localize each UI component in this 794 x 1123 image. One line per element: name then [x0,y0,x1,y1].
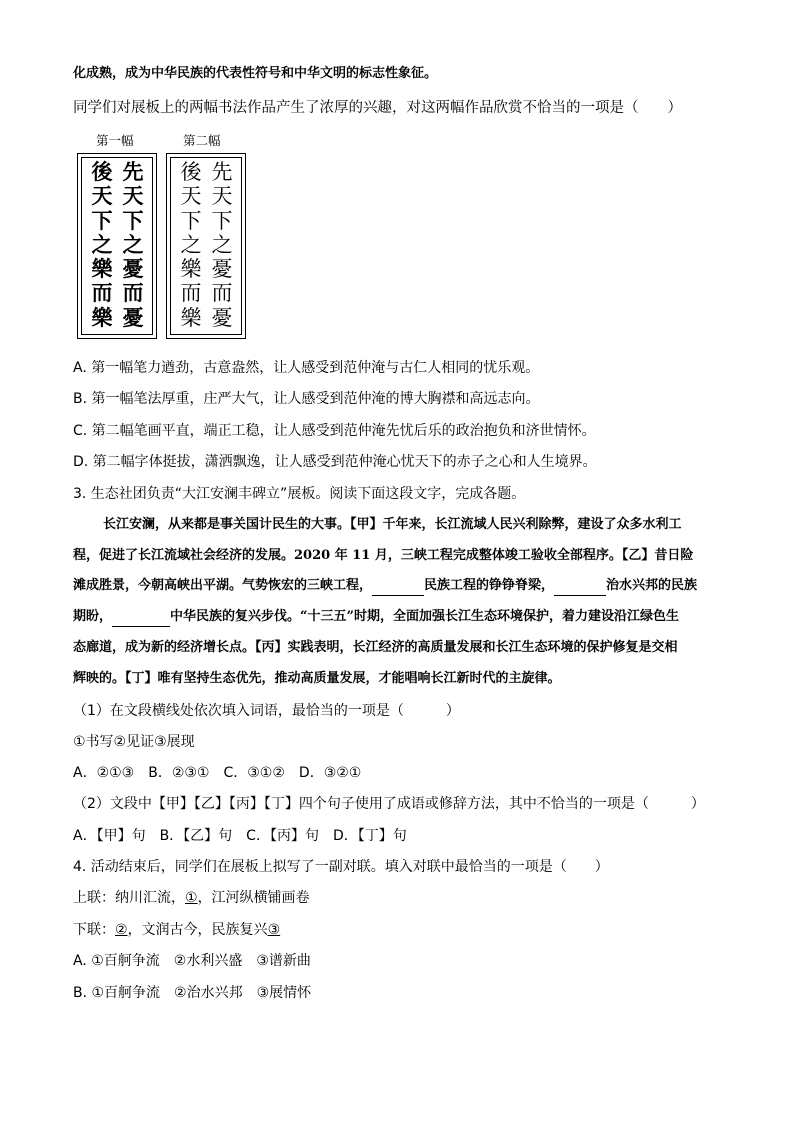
passage-line: 程，促进了长江流域社会经济的发展。2020 年 11 月，三峡工程完成整体竣工验收全部程序。【乙】昔日险 [73,548,694,563]
passage-line: 态廊道，成为新的经济增长点。【丙】实践表明，长江经济的高质量发展和长江生态环境的保护修复是交相 [73,640,678,655]
glyph: 樂 [180,305,202,330]
couplet-text: ，江河纵横铺画卷 [197,890,310,906]
q2-option-b: B. 第一幅笔法厚重，庄严大气，让人感受到范仲淹的博大胸襟和高远志向。 [73,391,540,407]
passage-line [73,607,679,627]
passage-text: 民族工程的铮铮脊梁， [424,578,555,593]
intro-line: 化成熟，成为中华民族的代表性符号和中华文明的标志性象征。 [73,66,438,81]
glyph: 天 [211,184,233,209]
q3-sub1-options: A．②①③ B．②③① C．③①② D．③②① [73,765,362,781]
passage-line: 辉映的。【丁】唯有坚持生态优先，推动高质量发展，才能唱响长江新时代的主旋律。 [73,671,561,686]
q2-option-d: D. 第二幅字体挺拔，潇洒飘逸，让人感受到范仲淹心忧天下的赤子之心和人生境界。 [73,454,597,470]
blank-2 [554,580,606,596]
calligraphy-column-left [176,160,206,330]
couplet-lower [73,920,280,940]
q3-sub1-words: ①书写②见证③展现 [73,734,195,750]
q2-option-a: A. 第一幅笔力遒劲，古意盎然，让人感受到范仲淹与古仁人相同的忧乐观。 [73,360,540,376]
calligraphy-column-right [207,160,237,330]
glyph: 樂 [91,304,113,330]
glyph: 天 [180,184,202,209]
glyph: 而 [91,280,113,306]
couplet-upper [73,888,310,908]
glyph: 而 [122,280,144,306]
glyph: 天 [91,183,113,209]
glyph: 後 [180,160,202,184]
glyph: 下 [211,208,233,233]
glyph: 之 [91,231,113,257]
calligraphy-caption-2: 第二幅 [183,133,221,148]
glyph: 憂 [211,305,233,330]
glyph: 憂 [122,304,144,330]
calligraphy-work-2 [166,153,246,339]
passage-text: 中华民族的复兴步伐。“十三五”时期，全面加强长江生态环境保护，着力建设沿江绿色生 [170,609,679,624]
glyph: 之 [122,231,144,257]
couplet-text: ，文润古今，民族复兴 [127,922,268,938]
glyph: 樂 [180,257,202,282]
blank-3 [112,611,170,627]
calligraphy-work-1 [77,153,157,339]
q4-option-a: A. ①百舸争流 ②水利兴盛 ③谱新曲 [73,953,311,969]
glyph: 下 [180,208,202,233]
q3-sub1-prompt: （1）在文段横线处依次填入词语，最恰当的一项是（ ） [73,703,460,719]
passage-line [73,576,697,596]
passage-text: 治水兴邦的民族 [606,578,698,593]
glyph: 後 [91,159,113,184]
glyph: 下 [91,207,113,233]
glyph: 先 [122,159,144,184]
q4-option-b: B. ①百舸争流 ②治水兴邦 ③展情怀 [73,985,312,1001]
glyph: 下 [122,207,144,233]
glyph: 而 [180,281,202,306]
glyph: 之 [211,232,233,257]
couplet-text: 上联：纳川汇流， [73,890,185,906]
passage-text: 滩成胜景，今朝高峡出平湖。气势恢宏的三峡工程， [73,578,373,593]
glyph: 之 [180,232,202,257]
passage-text: 期盼， [73,609,113,624]
question-2-prompt: 同学们对展板上的两幅书法作品产生了浓厚的兴趣，对这两幅作品欣赏不恰当的一项是（ ） [73,100,682,116]
calligraphy-column-right [118,160,148,330]
q2-option-c: C. 第二幅笔画平直，端正工稳，让人感受到范仲淹先忧后乐的政治抱负和济世情怀。 [73,423,596,439]
couplet-text: 下联： [73,922,115,938]
q3-sub2-options: A．【甲】句 B．【乙】句 C．【丙】句 D．【丁】句 [73,828,407,844]
calligraphy-column-left [87,160,117,330]
glyph: 憂 [122,256,144,282]
calligraphy-caption-1: 第一幅 [96,133,134,148]
glyph: 樂 [91,256,113,282]
passage-line: 长江安澜，从来都是事关国计民生的大事。【甲】千年来，长江流域人民兴利除弊，建设了众多水利工 [103,517,682,532]
glyph: 天 [122,183,144,209]
glyph: 先 [211,160,233,184]
q3-sub2-prompt: （2）文段中【甲】【乙】【丙】【丁】四个句子使用了成语或修辞方法，其中不恰当的一项是（ ） [73,796,705,812]
blank-1 [372,580,424,596]
glyph: 憂 [211,257,233,282]
blank-marker-3: ③ [267,922,281,938]
question-4-heading: 4. 活动结束后，同学们在展板上拟写了一副对联。填入对联中最恰当的一项是（ ） [73,859,609,875]
question-3-heading: 3. 生态社团负责“大江安澜丰碑立”展板。阅读下面这段文字，完成各题。 [73,486,526,502]
glyph: 而 [211,281,233,306]
blank-marker-2: ② [115,922,128,938]
blank-marker-1: ① [185,890,198,906]
